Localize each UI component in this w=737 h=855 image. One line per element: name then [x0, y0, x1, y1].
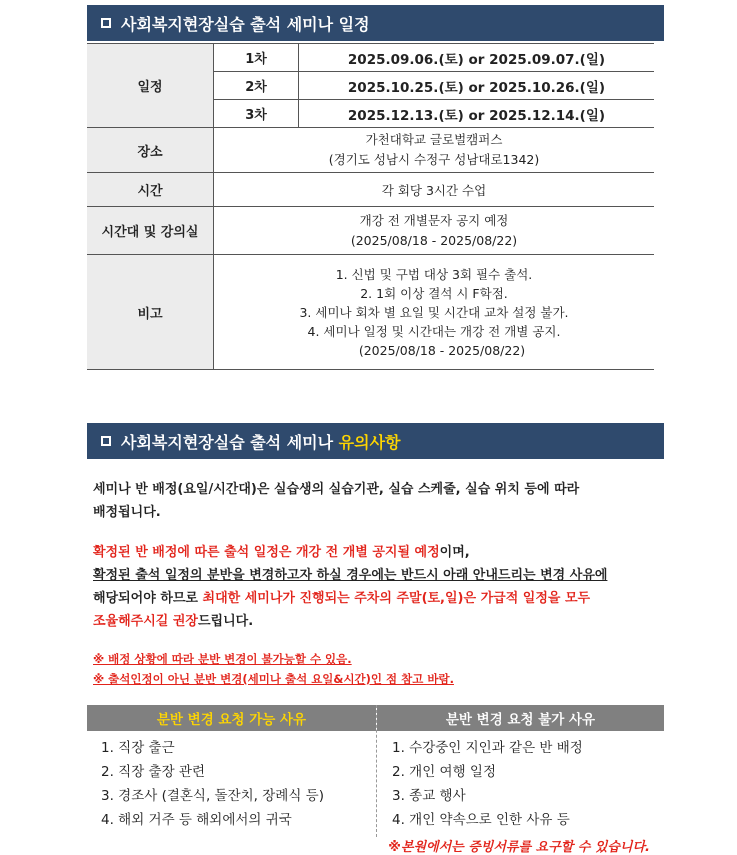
warning-2: ※ 출석인정이 아닌 분반 변경(세미나 출석 요일&시간)인 점 참고 바람. — [93, 672, 454, 686]
allowed-reasons-list — [101, 736, 324, 832]
recommend-tail: 드립니다. — [198, 614, 254, 629]
checkbox-square-icon — [101, 436, 111, 446]
notes-label: 비고 — [87, 255, 214, 370]
session-date: 2025.12.13.(토) or 2025.12.14.(일) — [299, 100, 655, 128]
place-label: 장소 — [87, 128, 214, 173]
note-item: 1. 신법 및 구법 대상 3회 필수 출석. — [335, 266, 533, 282]
allowed-reasons-header — [87, 705, 376, 731]
allowed-header-text: 분반 변경 요청 가능 사유 — [156, 712, 307, 728]
denied-reasons-header — [377, 705, 664, 731]
session-date: 2025.09.06.(토) or 2025.09.07.(일) — [299, 44, 655, 72]
list-item: 3. 경조사 (결혼식, 돌잔치, 장례식 등) — [101, 788, 324, 804]
place-line2: (경기도 성남시 수정구 성남대로1342) — [328, 152, 540, 167]
schedule-label: 일정 — [87, 44, 214, 128]
notice-section-header — [87, 423, 664, 459]
note-item: 4. 세미나 일정 및 시간대는 개강 전 개별 공지. — [307, 323, 561, 339]
note-item: (2025/08/18 - 2025/08/22) — [358, 342, 526, 358]
room-value — [214, 207, 655, 255]
note-item: 3. 세미나 회차 별 요일 및 시간대 교차 설정 불가. — [299, 304, 569, 320]
schedule-table — [87, 43, 654, 370]
assignment-line2: 배정됩니다. — [93, 505, 161, 520]
notice-title-highlight: 유의사항 — [338, 432, 401, 452]
list-item: 2. 개인 여행 일정 — [392, 764, 496, 780]
list-item: 2. 직장 출장 관련 — [101, 764, 205, 780]
session-date: 2025.10.25.(토) or 2025.10.26.(일) — [299, 72, 655, 100]
list-item: 1. 직장 출근 — [101, 740, 175, 756]
place-line1: 가천대학교 글로벌캠퍼스 — [365, 132, 503, 147]
assignment-paragraph — [93, 478, 579, 524]
time-label: 시간 — [87, 173, 214, 207]
time-value: 각 회당 3시간 수업 — [214, 173, 655, 207]
list-item: 4. 해외 거주 등 해외에서의 귀국 — [101, 812, 292, 828]
change-policy-line3a: 해당되어야 하므로 — [93, 591, 203, 606]
change-policy-paragraph — [93, 541, 607, 633]
room-line2: (2025/08/18 - 2025/08/22) — [350, 232, 518, 248]
checkbox-square-icon — [101, 18, 111, 28]
recommend-red: 조율해주시길 권장 — [93, 614, 198, 629]
notes-list — [214, 255, 655, 370]
weekend-notice-red: 최대한 세미나가 진행되는 주차의 주말(토,일)은 가급적 일정을 모두 — [202, 591, 591, 606]
schedule-notice-tail: 이며, — [439, 545, 470, 560]
schedule-section-title: 사회복지현장실습 출석 세미나 일정 — [121, 14, 370, 34]
denied-header-text: 분반 변경 요청 불가 사유 — [445, 712, 596, 728]
note-item: 2. 1회 이상 결석 시 F학점. — [360, 285, 508, 301]
room-label: 시간대 및 강의실 — [87, 207, 214, 255]
list-item: 1. 수강중인 지인과 같은 반 배정 — [392, 740, 583, 756]
evidence-footnote: ※본원에서는 증빙서류를 요구할 수 있습니다. — [388, 840, 650, 855]
session-number: 1차 — [214, 44, 299, 72]
column-divider — [376, 705, 377, 837]
change-policy-line2: 확정된 출석 일정의 분반을 변경하고자 하실 경우에는 반드시 아래 안내드리는 변경 사유에 — [93, 568, 608, 583]
notice-section-title: 사회복지현장실습 출석 세미나 — [121, 432, 334, 452]
list-item: 4. 개인 약속으로 인한 사유 등 — [392, 812, 570, 828]
schedule-section-header — [87, 5, 664, 41]
session-number: 3차 — [214, 100, 299, 128]
schedule-notice-red: 확정된 반 배정에 따른 출석 일정은 개강 전 개별 공지될 예정 — [93, 545, 440, 560]
session-number: 2차 — [214, 72, 299, 100]
assignment-line1: 세미나 반 배정(요일/시간대)은 실습생의 실습기관, 실습 스케줄, 실습 위치 등에 따라 — [93, 482, 580, 497]
place-value — [214, 128, 655, 173]
list-item: 3. 종교 행사 — [392, 788, 466, 804]
denied-reasons-list — [392, 736, 583, 832]
warning-1: ※ 배정 상황에 따라 분반 변경이 불가능할 수 있음. — [93, 652, 352, 666]
room-line1: 개강 전 개별문자 공지 예정 — [359, 212, 509, 228]
